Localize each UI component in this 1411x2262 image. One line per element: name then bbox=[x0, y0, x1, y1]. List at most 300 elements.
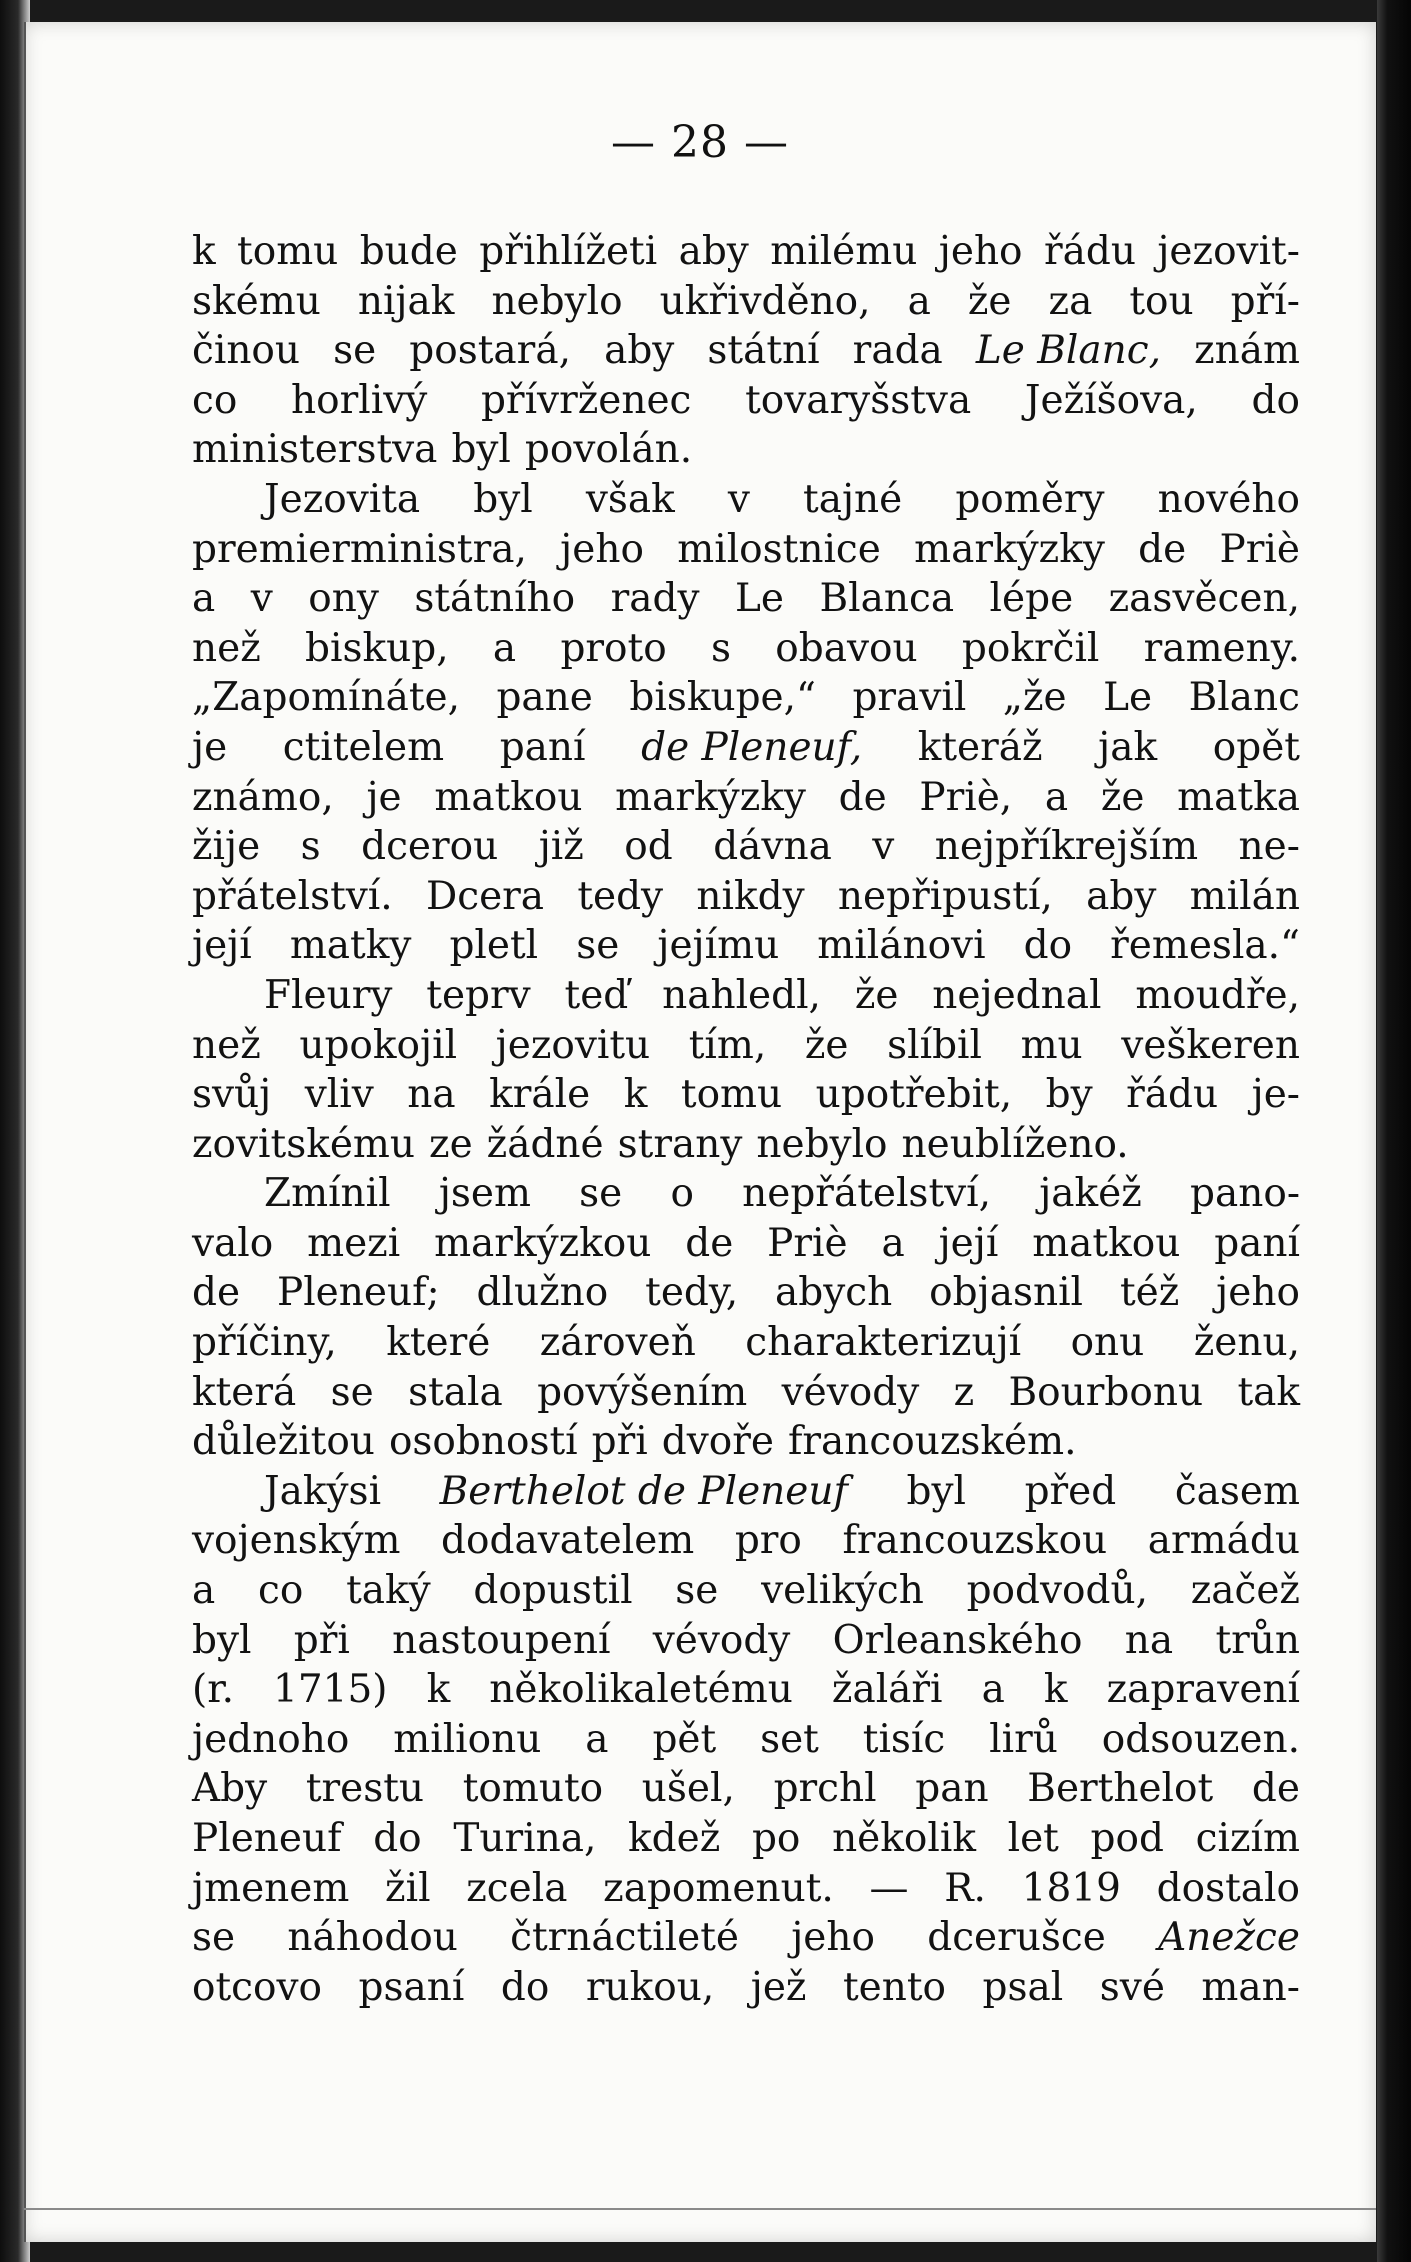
word: na bbox=[407, 1072, 456, 1118]
word: velikých bbox=[761, 1568, 924, 1614]
word: Le Blanc, bbox=[975, 328, 1161, 374]
page-edge bbox=[24, 22, 26, 2242]
word: matka bbox=[1177, 774, 1300, 820]
word: k bbox=[426, 1667, 451, 1713]
word: charakterizují bbox=[745, 1320, 1022, 1366]
word: pane bbox=[496, 675, 593, 721]
word: při bbox=[591, 1419, 648, 1465]
word: o bbox=[670, 1171, 694, 1217]
word: tento bbox=[842, 1964, 947, 2010]
word: řádu bbox=[1043, 229, 1136, 274]
word: že bbox=[804, 1022, 849, 1068]
word: činou bbox=[192, 328, 301, 374]
word: a bbox=[192, 576, 216, 622]
word: než bbox=[192, 1022, 261, 1068]
word: Priè, bbox=[919, 774, 1013, 820]
word: jeho bbox=[791, 1915, 875, 1961]
word: přátelství. bbox=[192, 873, 393, 919]
word: postará, bbox=[409, 328, 571, 374]
text-line bbox=[192, 525, 1300, 575]
word: řádu bbox=[1126, 1072, 1219, 1118]
word: z bbox=[953, 1369, 975, 1415]
word: se bbox=[675, 1568, 719, 1614]
text-line bbox=[192, 1070, 1300, 1120]
word: pletl bbox=[449, 923, 539, 969]
word: nejpříkrejším bbox=[934, 824, 1199, 870]
word: ženu, bbox=[1193, 1320, 1300, 1366]
text-line bbox=[192, 1665, 1300, 1715]
word: biskupe,“ bbox=[629, 675, 816, 721]
word: na bbox=[1124, 1617, 1174, 1663]
word: de bbox=[1251, 1766, 1300, 1812]
word: k bbox=[623, 1072, 648, 1118]
word: jsem bbox=[438, 1171, 531, 1217]
word: k bbox=[192, 229, 216, 274]
word: kteráž bbox=[917, 724, 1043, 770]
word: rameny. bbox=[1143, 625, 1300, 671]
word: milionu bbox=[393, 1716, 542, 1762]
word: milánovi bbox=[817, 923, 986, 969]
word: státní bbox=[707, 328, 820, 374]
word: se bbox=[579, 1171, 623, 1217]
word: se bbox=[330, 1369, 374, 1415]
word: již bbox=[538, 824, 584, 870]
word: mezi bbox=[307, 1220, 401, 1266]
word: pod bbox=[1090, 1816, 1164, 1861]
word: řemesla.“ bbox=[1110, 923, 1300, 969]
word: teprv bbox=[426, 972, 531, 1018]
word: nikdy bbox=[696, 873, 805, 919]
word: ctitelem bbox=[282, 724, 445, 770]
word: Le bbox=[1103, 675, 1153, 721]
word: do bbox=[373, 1816, 422, 1861]
word: Dcera bbox=[425, 873, 545, 919]
word: nejednal bbox=[932, 972, 1102, 1018]
word: vévody bbox=[781, 1369, 920, 1415]
word: do bbox=[1023, 923, 1073, 969]
word: de bbox=[192, 1270, 241, 1316]
text-line bbox=[192, 376, 1300, 426]
word: osobností bbox=[388, 1419, 578, 1465]
word: jednoho bbox=[192, 1716, 350, 1762]
word: při bbox=[293, 1617, 350, 1663]
text-line bbox=[192, 822, 1300, 872]
word: Anežce bbox=[1158, 1915, 1300, 1961]
word: dvoře bbox=[661, 1419, 774, 1465]
word: aby bbox=[1086, 873, 1157, 919]
text-line bbox=[192, 1715, 1300, 1765]
word: že bbox=[1100, 774, 1145, 820]
word: jak bbox=[1098, 724, 1158, 770]
word: a bbox=[907, 278, 931, 324]
word: skému bbox=[192, 278, 321, 324]
word: po bbox=[751, 1816, 801, 1861]
word: znám bbox=[1194, 328, 1300, 374]
body-text bbox=[192, 227, 1300, 2012]
word: k bbox=[1043, 1667, 1068, 1713]
word: nijak bbox=[357, 278, 455, 324]
text-line bbox=[192, 1467, 1300, 1517]
word: náhodou bbox=[287, 1915, 458, 1961]
text-line bbox=[192, 1268, 1300, 1318]
word: však bbox=[585, 476, 675, 522]
word: nového bbox=[1157, 476, 1300, 522]
word: státního bbox=[414, 576, 576, 622]
word: v bbox=[872, 824, 895, 870]
word: je bbox=[192, 724, 228, 770]
word: Berthelot de Pleneuf bbox=[439, 1468, 848, 1514]
word: moudře, bbox=[1135, 972, 1300, 1018]
word: rady bbox=[610, 576, 700, 622]
word: tedy bbox=[577, 873, 664, 919]
word: mu bbox=[1020, 1022, 1083, 1068]
text-line bbox=[192, 1120, 1300, 1170]
word: pět bbox=[652, 1716, 717, 1762]
word: Zmínil bbox=[264, 1171, 391, 1217]
word: dlužno bbox=[476, 1270, 609, 1316]
word: pano- bbox=[1190, 1171, 1300, 1217]
word: je bbox=[366, 774, 402, 820]
word: je- bbox=[1251, 1072, 1300, 1118]
word: veškeren bbox=[1121, 1022, 1300, 1068]
word: lirů bbox=[989, 1716, 1058, 1762]
word: žil bbox=[385, 1865, 431, 1911]
word: Berthelot bbox=[1027, 1766, 1214, 1812]
word: objasnil bbox=[929, 1270, 1084, 1316]
word: vojenským bbox=[192, 1518, 401, 1564]
word: nepřátelství, bbox=[742, 1171, 992, 1217]
word: — bbox=[869, 1865, 909, 1911]
page-bottom-edge bbox=[24, 2208, 1376, 2210]
word: premierministra, bbox=[192, 526, 527, 572]
word: francouzskou bbox=[842, 1518, 1108, 1564]
word: tomuto bbox=[462, 1766, 604, 1812]
word: slíbil bbox=[887, 1022, 982, 1068]
word: zovitskému bbox=[192, 1121, 416, 1167]
word: (r. bbox=[192, 1667, 234, 1713]
word: jejímu bbox=[657, 923, 780, 969]
word: do bbox=[1251, 377, 1300, 423]
word: markýzky bbox=[615, 774, 806, 820]
text-line bbox=[192, 326, 1300, 376]
word: jezovitu bbox=[495, 1022, 651, 1068]
word: nepřipustí, bbox=[837, 873, 1053, 919]
text-line bbox=[192, 1913, 1300, 1963]
word: nastoupení bbox=[392, 1617, 611, 1663]
word: a bbox=[192, 1568, 216, 1614]
word: paní bbox=[499, 724, 586, 770]
word: dostalo bbox=[1156, 1865, 1300, 1911]
word: markýzkou bbox=[434, 1220, 652, 1266]
word: žije bbox=[192, 824, 261, 870]
word: let bbox=[1007, 1816, 1059, 1861]
text-line bbox=[192, 624, 1300, 674]
word: zasvěcen, bbox=[1108, 576, 1300, 622]
word: pro bbox=[734, 1518, 802, 1564]
word: „Zapomínáte, bbox=[192, 675, 460, 721]
word: pokrčil bbox=[961, 625, 1100, 671]
word: lépe bbox=[989, 576, 1074, 622]
word: jež bbox=[750, 1964, 807, 2010]
word: zároveň bbox=[539, 1320, 696, 1366]
word: aby bbox=[604, 328, 675, 374]
word: neublíženo. bbox=[901, 1121, 1129, 1167]
word: abych bbox=[775, 1270, 893, 1316]
text-line bbox=[192, 1566, 1300, 1616]
word: milostnice bbox=[677, 526, 881, 572]
word: ze bbox=[429, 1121, 473, 1167]
word: R. bbox=[944, 1865, 986, 1911]
word: pří- bbox=[1230, 278, 1300, 324]
word: Jakýsi bbox=[264, 1468, 382, 1514]
word: a bbox=[981, 1667, 1005, 1713]
word: pan bbox=[915, 1766, 989, 1812]
word: žaláři bbox=[831, 1667, 943, 1713]
word: trestu bbox=[305, 1766, 425, 1812]
word: svůj bbox=[192, 1072, 272, 1118]
word: tomu bbox=[237, 229, 339, 274]
word: byl bbox=[473, 476, 533, 522]
word: tou bbox=[1129, 278, 1194, 324]
word: psaní bbox=[358, 1964, 465, 2010]
word: žádné bbox=[486, 1121, 604, 1167]
word: matky bbox=[289, 923, 412, 969]
word: tajné bbox=[803, 476, 903, 522]
text-line bbox=[192, 673, 1300, 723]
word: jeho bbox=[938, 229, 1023, 274]
word: paní bbox=[1214, 1220, 1300, 1266]
word: Blanc bbox=[1188, 675, 1300, 721]
word: čtrnáctileté bbox=[510, 1915, 739, 1961]
word: de bbox=[1138, 526, 1187, 572]
word: taký bbox=[346, 1568, 431, 1614]
word: byl bbox=[451, 427, 511, 473]
word: „že bbox=[1002, 675, 1067, 721]
word: markýzky bbox=[914, 526, 1105, 572]
word: otcovo bbox=[192, 1964, 322, 2010]
word: strany bbox=[617, 1121, 743, 1167]
word: matkou bbox=[1032, 1220, 1181, 1266]
text-line bbox=[192, 1219, 1300, 1269]
word: pravil bbox=[852, 675, 967, 721]
word: 1715) bbox=[273, 1667, 388, 1713]
word: a bbox=[585, 1716, 609, 1762]
word: Ježíšova, bbox=[1024, 377, 1198, 423]
word: v bbox=[727, 476, 750, 522]
text-line bbox=[192, 1169, 1300, 1219]
word: tomu bbox=[680, 1072, 783, 1118]
text-line bbox=[192, 475, 1300, 525]
word: Turina, bbox=[453, 1816, 597, 1861]
word: před bbox=[1024, 1468, 1117, 1514]
word: přihlížeti bbox=[479, 229, 658, 274]
word: též bbox=[1119, 1270, 1180, 1316]
word: než bbox=[192, 625, 261, 671]
word: její bbox=[938, 1220, 999, 1266]
word: přívrženec bbox=[480, 377, 692, 423]
word: tak bbox=[1237, 1369, 1300, 1415]
word: aby bbox=[678, 229, 749, 274]
word: prchl bbox=[773, 1766, 877, 1812]
word: jmenem bbox=[192, 1865, 350, 1911]
word: několik bbox=[832, 1816, 976, 1861]
text-line bbox=[192, 1417, 1300, 1467]
word: povolán. bbox=[524, 427, 693, 473]
word: ušel, bbox=[641, 1766, 735, 1812]
word: de Pleneuf, bbox=[641, 724, 863, 770]
word: onu bbox=[1070, 1320, 1145, 1366]
word: několikaletému bbox=[489, 1667, 793, 1713]
word: které bbox=[386, 1320, 491, 1366]
text-line bbox=[192, 1814, 1300, 1864]
word: de bbox=[838, 774, 887, 820]
word: teď bbox=[564, 972, 629, 1018]
word: jezovit- bbox=[1157, 229, 1300, 274]
word: zcela bbox=[466, 1865, 568, 1911]
word: dodavatelem bbox=[441, 1518, 695, 1564]
word: Pleneuf bbox=[192, 1816, 342, 1861]
word: Aby bbox=[192, 1766, 268, 1812]
word: která bbox=[192, 1369, 297, 1415]
word: Pleneuf; bbox=[276, 1270, 440, 1316]
word: ony bbox=[308, 576, 379, 622]
word: krále bbox=[489, 1072, 591, 1118]
word: důležitou bbox=[192, 1419, 375, 1465]
word: v bbox=[250, 576, 273, 622]
word: dcerou bbox=[361, 824, 499, 870]
word: poměry bbox=[955, 476, 1105, 522]
scan-border-right bbox=[1377, 0, 1411, 2262]
text-line bbox=[192, 773, 1300, 823]
word: nebylo bbox=[491, 278, 623, 324]
word: že bbox=[967, 278, 1012, 324]
word: Bourbonu bbox=[1008, 1369, 1204, 1415]
text-line bbox=[192, 1963, 1300, 2013]
word: do bbox=[500, 1964, 550, 2010]
text-line bbox=[192, 1318, 1300, 1368]
text-line bbox=[192, 574, 1300, 624]
word: armádu bbox=[1147, 1518, 1300, 1564]
word: a bbox=[492, 625, 517, 671]
word: rada bbox=[852, 328, 943, 374]
word: valo bbox=[192, 1220, 274, 1266]
word: a bbox=[881, 1220, 905, 1266]
word: bude bbox=[359, 229, 458, 274]
word: s bbox=[710, 625, 731, 671]
word: Orleanského bbox=[832, 1617, 1083, 1663]
word: její bbox=[192, 923, 252, 969]
word: se bbox=[333, 328, 377, 374]
word: dávna bbox=[713, 824, 832, 870]
word: Priè bbox=[767, 1220, 848, 1266]
word: matkou bbox=[434, 774, 583, 820]
text-line bbox=[192, 971, 1300, 1021]
word: stala bbox=[408, 1369, 503, 1415]
word: nahledl, bbox=[662, 972, 821, 1018]
word: známo, bbox=[192, 774, 334, 820]
word: nebylo bbox=[756, 1121, 888, 1167]
word: trůn bbox=[1215, 1617, 1300, 1663]
word: upotřebit, bbox=[815, 1072, 1013, 1118]
word: podvodů, bbox=[966, 1568, 1148, 1614]
word: se bbox=[576, 923, 620, 969]
word: od bbox=[624, 824, 673, 870]
text-line bbox=[192, 277, 1300, 327]
page-number: — 28 — bbox=[611, 117, 789, 168]
text-line bbox=[192, 723, 1300, 773]
word: začež bbox=[1190, 1568, 1300, 1614]
word: jeho bbox=[560, 526, 644, 572]
word: rukou, bbox=[585, 1964, 715, 2010]
word: by bbox=[1045, 1072, 1093, 1118]
text-line bbox=[192, 1616, 1300, 1666]
word: zapomenut. bbox=[603, 1865, 834, 1911]
word: ministerstva bbox=[192, 427, 438, 473]
word: byl bbox=[906, 1468, 966, 1514]
text-line bbox=[192, 1864, 1300, 1914]
text-line bbox=[192, 425, 1300, 475]
word: vliv bbox=[304, 1072, 374, 1118]
word: jeho bbox=[1216, 1270, 1300, 1316]
word: tedy, bbox=[645, 1270, 739, 1316]
word: zapravení bbox=[1106, 1667, 1300, 1713]
word: dcerušce bbox=[927, 1915, 1106, 1961]
word: jakéž bbox=[1039, 1171, 1142, 1217]
word: své bbox=[1099, 1964, 1165, 2010]
text-line bbox=[192, 1516, 1300, 1566]
word: Jezovita bbox=[264, 476, 421, 522]
word: francouzském. bbox=[787, 1419, 1077, 1465]
text-line bbox=[192, 1368, 1300, 1418]
word: milému bbox=[770, 229, 918, 274]
word: set bbox=[760, 1716, 819, 1762]
word: tím, bbox=[688, 1022, 767, 1068]
word: co bbox=[192, 377, 238, 423]
word: příčiny, bbox=[192, 1320, 337, 1366]
word: de bbox=[685, 1220, 734, 1266]
word: tovaryšstva bbox=[745, 377, 972, 423]
word: a bbox=[1044, 774, 1069, 820]
word: milán bbox=[1189, 873, 1300, 919]
word: kdež bbox=[628, 1816, 721, 1861]
word: že bbox=[854, 972, 899, 1018]
word: upokojil bbox=[299, 1022, 458, 1068]
word: vévody bbox=[652, 1617, 791, 1663]
word: opět bbox=[1212, 724, 1300, 770]
word: Priè bbox=[1219, 526, 1300, 572]
book-page bbox=[24, 22, 1376, 2242]
word: obavou bbox=[775, 625, 918, 671]
word: ne- bbox=[1238, 824, 1300, 870]
text-line bbox=[192, 227, 1300, 277]
word: man- bbox=[1201, 1964, 1300, 2010]
word: s bbox=[300, 824, 321, 870]
word: tisíc bbox=[862, 1716, 946, 1762]
word: psal bbox=[982, 1964, 1064, 2010]
word: povýšením bbox=[537, 1369, 748, 1415]
text-line bbox=[192, 872, 1300, 922]
word: odsouzen. bbox=[1101, 1716, 1300, 1762]
word: cizím bbox=[1195, 1816, 1300, 1861]
word: co bbox=[258, 1568, 304, 1614]
word: časem bbox=[1174, 1468, 1300, 1514]
text-line bbox=[192, 1764, 1300, 1814]
word: Fleury bbox=[264, 972, 393, 1018]
word: ukřivděno, bbox=[659, 278, 871, 324]
word: proto bbox=[560, 625, 667, 671]
word: se bbox=[192, 1915, 236, 1961]
word: za bbox=[1048, 278, 1093, 324]
